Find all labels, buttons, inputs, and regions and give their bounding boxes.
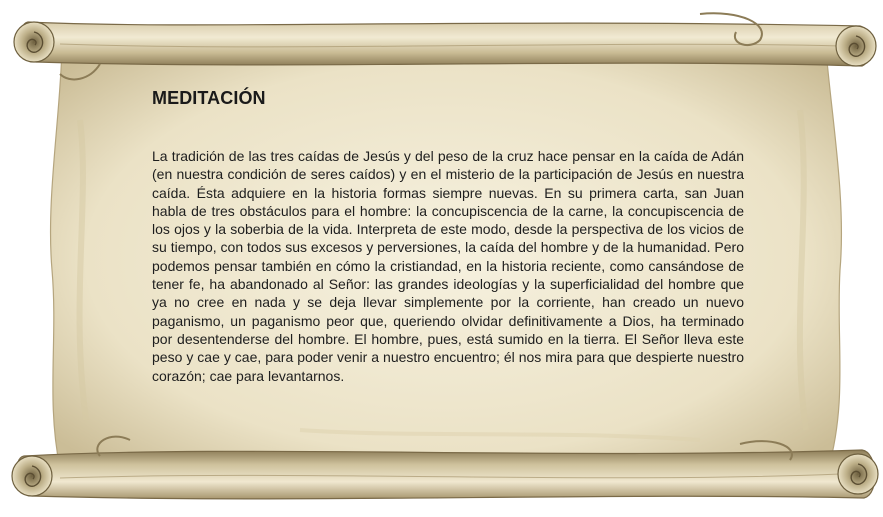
meditation-body-text: La tradición de las tres caídas de Jesús y del peso de la cruz hace pensar en la caída de Adán (en nuestra condición de seres caídos) y en el misterio de la participación de Jesús en nuestra caída. Ésta adquiere en la historia formas siempre nuevas. En su primera carta, san Juan habla de tres obstáculos para el hombre: la concupiscencia de la carne, la concupiscencia de los ojos y la soberbia de la vida. Interpreta de este modo, desde la perspectiva de los vicios de su tiempo, con todos sus excesos y perversiones, la caída del hombre y de la humanidad. Pero podemos pensar también en cómo la cristiandad, en la historia reciente, como cansándose de tener fe, ha abandonado al Señor: las grandes ideologías y la superficialidad del hombre que ya no cree en nada y se deja llevar simplemente por la corriente, han creado un nuevo paganismo, un paganismo peor que, queriendo olvidar definitivamente a Dios, ha terminado por desentenderse del hombre. El hombre, pues, está sumido en la tierra. El Señor lleva este peso y cae y cae, para poder venir a nuestro encuentro; él nos mira para que despierte nuestro corazón; cae para levantarnos. [152,148,744,384]
page-title: MEDITACIÓN [152,88,266,108]
meditation-content [152,88,744,385]
